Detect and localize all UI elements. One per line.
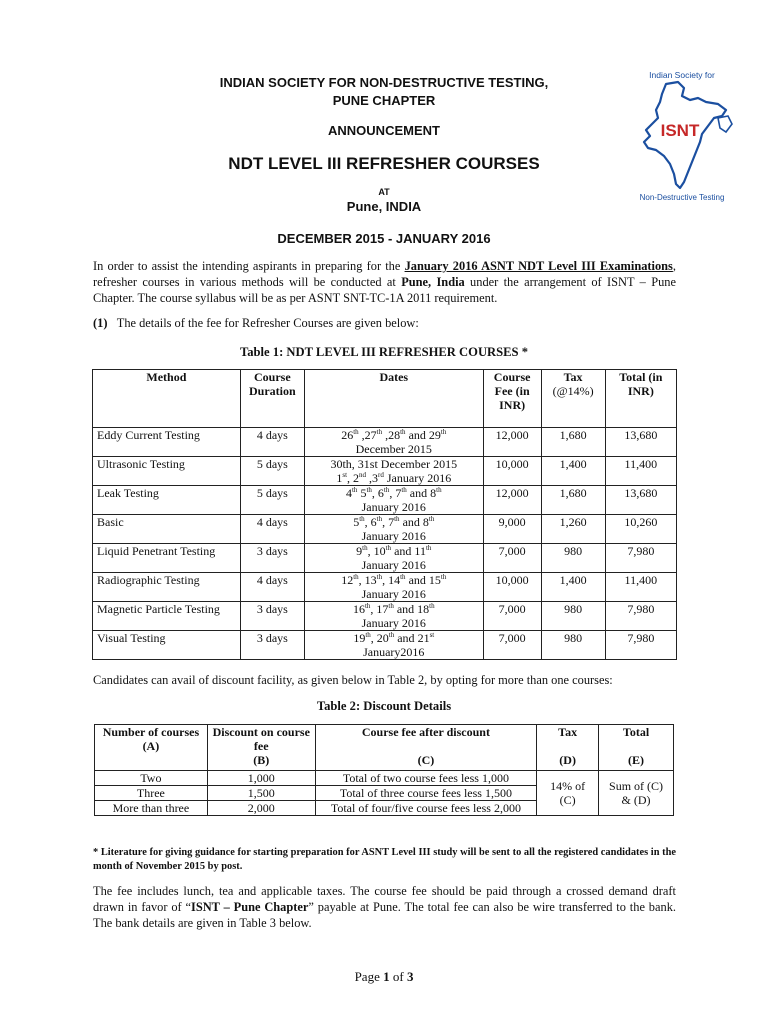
- intro-text-mid: , refresher courses in various methods will be conducted at: [93, 259, 676, 289]
- table-row: [93, 428, 677, 457]
- row-duration: 4 days: [240, 573, 304, 602]
- row-dates: 19th, 20th and 21st January2016: [304, 631, 483, 660]
- row-dates: 5th, 6th, 7th and 8th January 2016: [304, 515, 483, 544]
- row-total: 10,260: [605, 515, 676, 544]
- col-tax-label: Tax: [563, 370, 583, 384]
- row-dates: 4th 5th, 6th, 7th and 8th January 2016: [304, 486, 483, 515]
- row-total: 13,680: [605, 428, 676, 457]
- intro-text: In order to assist the intending aspirants in preparing for the: [93, 259, 405, 273]
- col-tax: Tax (D): [537, 725, 599, 771]
- fee-details-item: [93, 315, 676, 331]
- page-number: [0, 969, 768, 985]
- chapter-name: PUNE CHAPTER: [332, 93, 436, 108]
- row-fee: 10,000: [483, 573, 541, 602]
- col-tax-rate: (@14%): [552, 384, 594, 398]
- row-method: Visual Testing: [93, 631, 241, 660]
- row-discount: 1,500: [207, 786, 315, 801]
- row-total: 7,980: [605, 544, 676, 573]
- fee-text: The fee includes lunch, tea and applicable taxes. The course fee should be paid through a crossed demand draft drawn in favor of “: [93, 884, 676, 914]
- isnt-logo: [626, 66, 738, 204]
- exam-name: January 2016 ASNT NDT Level III Examinations: [404, 259, 673, 273]
- col-fee-after: Course fee after discount (C): [315, 725, 537, 771]
- row-duration: 3 days: [240, 631, 304, 660]
- row-duration: 5 days: [240, 457, 304, 486]
- row-tax: 1,400: [541, 457, 605, 486]
- row-total: 13,680: [605, 486, 676, 515]
- item-number: (1): [93, 316, 108, 330]
- row-duration: 4 days: [240, 515, 304, 544]
- table-row: [95, 771, 674, 786]
- row-total: 11,400: [605, 457, 676, 486]
- row-total: 7,980: [605, 602, 676, 631]
- row-tax: 980: [541, 631, 605, 660]
- col-dates: Dates: [304, 370, 483, 428]
- discount-table: [94, 724, 674, 816]
- row-method: Radiographic Testing: [93, 573, 241, 602]
- row-fee-after: Total of two course fees less 1,000: [315, 771, 537, 786]
- col-discount: Discount on course fee (B): [207, 725, 315, 771]
- row-duration: 4 days: [240, 428, 304, 457]
- row-fee: 7,000: [483, 544, 541, 573]
- row-method: Liquid Penetrant Testing: [93, 544, 241, 573]
- course-period: DECEMBER 2015 - JANUARY 2016: [277, 231, 491, 246]
- intro-text-end: under the arrangement of ISNT – Pune Chapter. The course syllabus will be as per ASNT SNT-TC-1A 2011 requirement.: [93, 275, 676, 305]
- row-duration: 3 days: [240, 602, 304, 631]
- tax-merged-cell: 14% of (C): [537, 771, 599, 816]
- fee-paragraph: [93, 883, 676, 931]
- table1-caption: Table 1: NDT LEVEL III REFRESHER COURSES *: [240, 345, 528, 359]
- discount-note: Candidates can avail of discount facility, as given below in Table 2, by opting for more than one courses:: [93, 673, 613, 687]
- row-fee: 12,000: [483, 486, 541, 515]
- table-row: [93, 573, 677, 602]
- logo-center-text: ISNT: [660, 121, 700, 140]
- table-row: [93, 486, 677, 515]
- item-text: The details of the fee for Refresher Courses are given below:: [116, 316, 419, 330]
- row-method: Ultrasonic Testing: [93, 457, 241, 486]
- row-tax: 1,260: [541, 515, 605, 544]
- row-total: 11,400: [605, 573, 676, 602]
- row-fee: 9,000: [483, 515, 541, 544]
- row-method: Basic: [93, 515, 241, 544]
- row-total: 7,980: [605, 631, 676, 660]
- row-fee-after: Total of three course fees less 1,500: [315, 786, 537, 801]
- row-tax: 1,680: [541, 486, 605, 515]
- intro-paragraph: [93, 258, 676, 306]
- logo-bottom-text: Non-Destructive Testing: [639, 193, 725, 202]
- col-method: Method: [93, 370, 241, 428]
- row-discount: 1,000: [207, 771, 315, 786]
- table2-caption: Table 2: Discount Details: [316, 699, 452, 713]
- total-merged-cell: Sum of (C) & (D): [599, 771, 674, 816]
- row-dates: 16th, 17th and 18th January 2016: [304, 602, 483, 631]
- col-tax: [541, 370, 605, 428]
- row-num: Three: [95, 786, 208, 801]
- col-num-courses: Number of courses (A): [95, 725, 208, 771]
- page-current: 1: [383, 969, 390, 984]
- table-row: [93, 457, 677, 486]
- logo-top-text: Indian Society for: [649, 70, 715, 80]
- row-duration: 5 days: [240, 486, 304, 515]
- row-discount: 2,000: [207, 801, 315, 816]
- fee-text-end: ” payable at Pune. The total fee can also be wire transferred to the bank. The bank details are given in Table 3 below.: [93, 900, 676, 930]
- payee-name: ISNT – Pune Chapter: [191, 900, 309, 914]
- row-num: Two: [95, 771, 208, 786]
- india-map-logo-icon: [626, 66, 738, 204]
- courses-table: [92, 369, 677, 660]
- row-fee: 7,000: [483, 631, 541, 660]
- row-dates: 30th, 31st December 2015 1st, 2nd ,3rd January 2016: [304, 457, 483, 486]
- row-fee: 10,000: [483, 457, 541, 486]
- row-fee: 7,000: [483, 602, 541, 631]
- intro-place: Pune, India: [401, 275, 465, 289]
- row-dates: 9th, 10th and 11th January 2016: [304, 544, 483, 573]
- row-fee-after: Total of four/five course fees less 2,000: [315, 801, 537, 816]
- location: Pune, INDIA: [346, 199, 422, 214]
- col-duration: Course Duration: [240, 370, 304, 428]
- table-header-row: [93, 370, 677, 428]
- announcement-label: ANNOUNCEMENT: [328, 123, 440, 138]
- page-total: 3: [406, 969, 414, 984]
- row-tax: 980: [541, 544, 605, 573]
- page-title: NDT LEVEL III REFRESHER COURSES: [228, 154, 540, 173]
- at-label: AT: [378, 187, 390, 197]
- row-method: Leak Testing: [93, 486, 241, 515]
- row-fee: 12,000: [483, 428, 541, 457]
- table-row: [93, 631, 677, 660]
- table-header-row: [95, 725, 674, 771]
- table-row: [93, 602, 677, 631]
- page-word: Page: [354, 969, 380, 984]
- footnote: * Literature for giving guidance for starting preparation for ASNT Level III study will be sent to all the registered candidates in the month of November 2015 by post.: [93, 847, 676, 872]
- row-dates: 12th, 13th, 14th and 15th January 2016: [304, 573, 483, 602]
- row-tax: 1,680: [541, 428, 605, 457]
- of-word: of: [392, 969, 404, 984]
- col-total: Total (E): [599, 725, 674, 771]
- col-total: Total (in INR): [605, 370, 676, 428]
- row-method: Magnetic Particle Testing: [93, 602, 241, 631]
- row-tax: 980: [541, 602, 605, 631]
- row-duration: 3 days: [240, 544, 304, 573]
- row-dates: 26th ,27th ,28th and 29th December 2015: [304, 428, 483, 457]
- table-row: [93, 515, 677, 544]
- table-row: [93, 544, 677, 573]
- col-fee: Course Fee (in INR): [483, 370, 541, 428]
- row-tax: 1,400: [541, 573, 605, 602]
- row-num: More than three: [95, 801, 208, 816]
- row-method: Eddy Current Testing: [93, 428, 241, 457]
- org-name: INDIAN SOCIETY FOR NON-DESTRUCTIVE TESTING,: [219, 75, 549, 90]
